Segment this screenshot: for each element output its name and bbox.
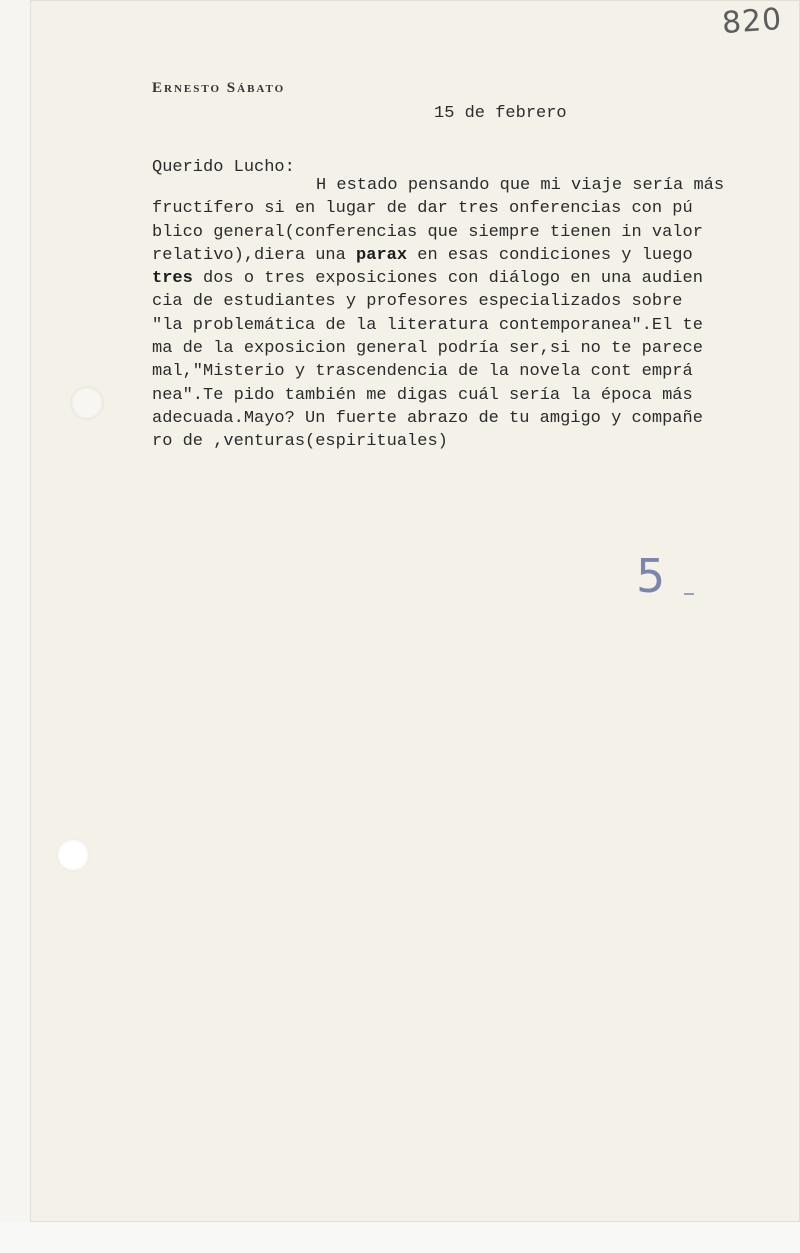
scan-bottom-margin	[0, 1222, 800, 1253]
body-line-text: relativo),diera una	[152, 245, 357, 265]
body-line	[152, 244, 800, 267]
body-line	[152, 174, 800, 197]
letter-date: 15 de febrero	[434, 104, 567, 123]
body-line: mal,"Misterio y trascendencia de la novela cont emprá	[152, 362, 693, 382]
salutation: Querido Lucho:	[152, 158, 295, 177]
struck-word: tres	[152, 269, 193, 289]
punch-hole-top	[70, 386, 104, 420]
body-line: fructífero si en lugar de dar tres onferencias con pú	[152, 199, 693, 219]
letterhead: Ernesto Sábato	[152, 80, 286, 96]
letter-body	[152, 174, 800, 454]
struck-word: parax	[356, 245, 408, 265]
body-line: adecuada.Mayo? Un fuerte abrazo de tu amgigo y compañe	[152, 408, 703, 428]
archive-number: 820	[720, 1, 784, 42]
pencil-mark-text: 5	[636, 549, 666, 603]
body-line-text: H estado pensando que mi viaje sería más	[316, 176, 725, 195]
body-line: ma de la exposicion general podría ser,si no te parece	[152, 339, 703, 359]
body-line: ro de ,venturas(espirituales)	[152, 432, 448, 452]
punch-hole-bottom	[56, 838, 90, 872]
body-line: "la problemática de la literatura contemporanea".El te	[152, 315, 703, 335]
body-line	[152, 267, 800, 290]
body-line: nea".Te pido también me digas cuál sería la época más	[152, 385, 693, 405]
scan-left-margin	[0, 0, 30, 1222]
pencil-mark	[630, 544, 700, 604]
body-line-text: dos o tres exposiciones con diálogo en una audien	[192, 269, 703, 289]
body-line: cia de estudiantes y profesores especializados sobre	[152, 292, 683, 312]
body-line-text: en esas condiciones y luego	[407, 245, 693, 265]
body-line: blico general(conferencias que siempre tienen in valor	[152, 222, 703, 242]
